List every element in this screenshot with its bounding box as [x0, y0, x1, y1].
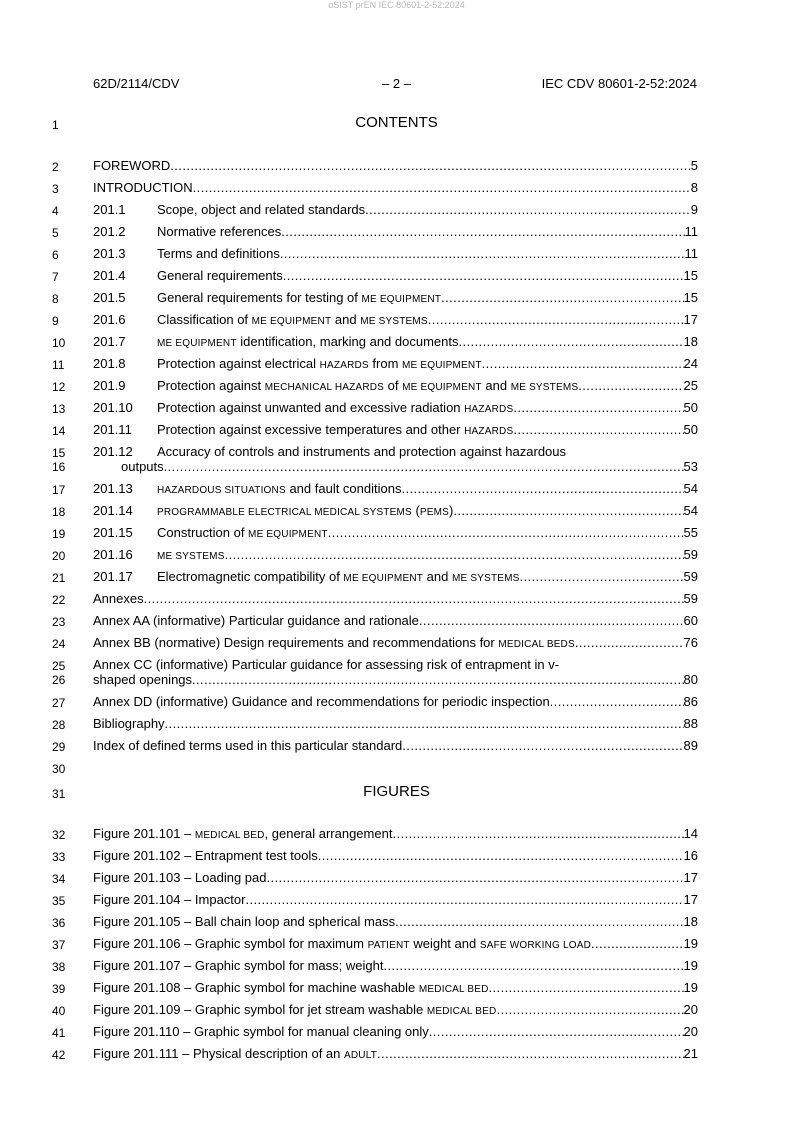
defined-term: HAZARDS — [464, 426, 514, 437]
toc-entry[interactable] — [93, 459, 698, 479]
line-number: 31 — [52, 787, 66, 801]
leader-dots — [496, 1002, 683, 1017]
toc-page-number: 15 — [683, 268, 698, 283]
defined-term: ME EQUIPMENT — [402, 360, 482, 371]
figure-entry[interactable] — [93, 826, 698, 846]
defined-term: MECHANICAL HAZARDS — [264, 382, 385, 393]
line-number: 6 — [52, 248, 59, 262]
figure-entry-title: Figure 201.101 – MEDICAL BED, general arrangement — [93, 826, 393, 841]
toc-entry-title: FOREWORD — [93, 158, 171, 173]
toc-page-number: 50 — [683, 400, 698, 415]
figure-page-number: 20 — [683, 1002, 698, 1017]
toc-page-number: 9 — [690, 202, 698, 217]
figure-entry[interactable] — [93, 936, 698, 956]
toc-entry-title: PROGRAMMABLE ELECTRICAL MEDICAL SYSTEMS (PEMS) — [157, 503, 454, 518]
leader-dots — [520, 569, 684, 584]
toc-entry[interactable] — [93, 422, 698, 442]
figure-entry[interactable] — [93, 870, 698, 890]
toc-entry-title: General requirements — [157, 268, 283, 283]
line-number: 9 — [52, 314, 59, 328]
figure-entry-title: Figure 201.107 – Graphic symbol for mass; weight — [93, 958, 384, 973]
defined-term: ME EQUIPMENT — [402, 382, 482, 393]
leader-dots — [591, 936, 684, 951]
toc-entry-title: Terms and definitions — [157, 246, 280, 261]
toc-page-number: 59 — [683, 591, 698, 606]
leader-dots — [280, 246, 685, 261]
toc-entry-title: Index of defined terms used in this particular standard — [93, 738, 403, 753]
figure-entry-title: Figure 201.103 – Loading pad — [93, 870, 267, 885]
document-reference: 62D/2114/CDV — [93, 76, 180, 91]
line-number: 16 — [52, 460, 66, 474]
toc-page-number: 80 — [683, 672, 698, 687]
figure-entry[interactable] — [93, 1024, 698, 1044]
toc-entry[interactable] — [93, 525, 698, 545]
toc-entry[interactable] — [93, 312, 698, 332]
line-number: 5 — [52, 226, 59, 240]
line-number: 22 — [52, 593, 66, 607]
line-number: 36 — [52, 916, 66, 930]
defined-term: MEDICAL BED — [418, 984, 489, 995]
leader-dots — [513, 422, 683, 437]
line-number: 40 — [52, 1004, 66, 1018]
leader-dots — [578, 378, 683, 393]
figure-entry[interactable] — [93, 1046, 698, 1066]
leader-dots — [550, 694, 684, 709]
toc-entry-number: 201.12 — [93, 444, 133, 459]
leader-dots — [170, 158, 690, 173]
leader-dots — [401, 481, 683, 496]
line-number: 20 — [52, 549, 66, 563]
toc-entry-title: Annex CC (informative) Particular guidance for assessing risk of entrapment in v- — [93, 657, 560, 672]
toc-entry[interactable] — [93, 268, 698, 288]
toc-page-number: 54 — [683, 481, 698, 496]
standard-reference: IEC CDV 80601-2-52:2024 — [541, 76, 697, 91]
leader-dots — [513, 400, 683, 415]
line-number: 13 — [52, 402, 66, 416]
line-number: 33 — [52, 850, 66, 864]
defined-term: ME EQUIPMENT — [343, 573, 424, 584]
toc-entry-title: Scope, object and related standards — [157, 202, 366, 217]
toc-entry-title: Annex BB (normative) Design requirements and recommendations for MEDICAL BEDS — [93, 635, 575, 650]
line-number: 4 — [52, 204, 59, 218]
leader-dots — [283, 268, 684, 283]
toc-entry-number: 201.5 — [93, 290, 126, 305]
defined-term: ME SYSTEMS — [360, 316, 428, 327]
toc-entry[interactable] — [93, 246, 698, 266]
line-number: 11 — [52, 358, 65, 372]
defined-term: ME EQUIPMENT — [157, 338, 237, 349]
toc-entry[interactable] — [93, 158, 698, 178]
leader-dots — [377, 1046, 683, 1061]
leader-dots — [245, 892, 683, 907]
leader-dots — [266, 870, 683, 885]
toc-entry[interactable] — [93, 356, 698, 376]
toc-entry[interactable] — [93, 635, 698, 655]
line-number: 27 — [52, 696, 66, 710]
toc-entry-number: 201.17 — [93, 569, 133, 584]
toc-page-number: 50 — [683, 422, 698, 437]
toc-entry[interactable] — [93, 738, 698, 758]
defined-term: ME SYSTEMS — [451, 573, 520, 584]
defined-term: ADULT — [344, 1050, 378, 1061]
toc-entry[interactable] — [93, 672, 698, 692]
defined-term: ME EQUIPMENT — [251, 316, 332, 327]
toc-page-number: 25 — [683, 378, 698, 393]
toc-page-number: 11 — [684, 224, 698, 239]
line-number: 3 — [52, 182, 59, 196]
toc-page-number: 60 — [683, 613, 698, 628]
toc-entry-number: 201.14 — [93, 503, 133, 518]
toc-entry-title: HAZARDOUS SITUATIONS and fault conditions — [157, 481, 402, 496]
toc-page-number: 5 — [690, 158, 698, 173]
leader-dots — [318, 848, 684, 863]
leader-dots — [365, 202, 691, 217]
toc-page-number: 15 — [683, 290, 698, 305]
figure-page-number: 17 — [683, 870, 698, 885]
contents-heading: CONTENTS — [355, 114, 438, 131]
toc-entry-number: 201.2 — [93, 224, 126, 239]
toc-entry-title: Protection against electrical HAZARDS from ME EQUIPMENT — [157, 356, 482, 371]
line-number: 37 — [52, 938, 66, 952]
toc-entry-number: 201.6 — [93, 312, 126, 327]
toc-page-number: 11 — [684, 246, 698, 261]
toc-entry-title: Annexes — [93, 591, 144, 606]
toc-entry[interactable] — [93, 400, 698, 420]
watermark: oSIST prEN IEC 80601-2-52:2024 — [328, 0, 465, 10]
line-number: 7 — [52, 270, 59, 284]
leader-dots — [453, 503, 683, 518]
line-number: 35 — [52, 894, 66, 908]
toc-page-number: 59 — [683, 547, 698, 562]
toc-entry[interactable] — [93, 334, 698, 354]
figure-page-number: 19 — [683, 936, 698, 951]
line-number: 25 — [52, 659, 66, 673]
toc-entry[interactable] — [93, 378, 698, 398]
figure-entry-title: Figure 201.111 – Physical description of an ADULT — [93, 1046, 378, 1061]
toc-entry-number: 201.15 — [93, 525, 133, 540]
toc-page-number: 89 — [683, 738, 698, 753]
toc-entry-title: Bibliography — [93, 716, 165, 731]
line-number: 14 — [52, 424, 66, 438]
toc-page-number: 86 — [683, 694, 698, 709]
toc-page-number: 59 — [683, 569, 698, 584]
figure-page-number: 16 — [683, 848, 698, 863]
defined-term: HAZARDS — [464, 404, 514, 415]
leader-dots — [402, 738, 683, 753]
toc-entry-number: 201.8 — [93, 356, 126, 371]
line-number: 12 — [52, 380, 66, 394]
defined-term: MEDICAL BED — [426, 1006, 497, 1017]
toc-entry-title: General requirements for testing of ME EQUIPMENT — [157, 290, 442, 305]
line-number: 17 — [52, 483, 66, 497]
leader-dots — [281, 224, 684, 239]
line-number: 15 — [52, 446, 66, 460]
toc-entry-number: 201.7 — [93, 334, 126, 349]
leader-dots — [419, 613, 684, 628]
toc-entry-title-continued: shaped openings — [93, 672, 193, 687]
leader-dots — [383, 958, 683, 973]
toc-page-number: 55 — [683, 525, 698, 540]
toc-entry[interactable] — [93, 591, 698, 611]
defined-term: PATIENT — [367, 940, 410, 951]
line-number: 41 — [52, 1026, 66, 1040]
toc-entry-title: Electromagnetic compatibility of ME EQUIPMENT and ME SYSTEMS — [157, 569, 520, 584]
line-number: 30 — [52, 762, 66, 776]
toc-entry[interactable] — [93, 547, 698, 567]
toc-entry[interactable] — [93, 481, 698, 501]
defined-term: ME SYSTEMS — [510, 382, 579, 393]
figure-entry-title: Figure 201.108 – Graphic symbol for machine washable MEDICAL BED — [93, 980, 489, 995]
toc-entry-title: Construction of ME EQUIPMENT — [157, 525, 328, 540]
toc-entry-number: 201.9 — [93, 378, 126, 393]
leader-dots — [489, 980, 684, 995]
figure-entry-title: Figure 201.104 – Impactor — [93, 892, 246, 907]
toc-entry-title: Annex DD (informative) Guidance and recommendations for periodic inspection — [93, 694, 550, 709]
line-number: 23 — [52, 615, 66, 629]
toc-entry[interactable] — [93, 716, 698, 736]
line-number: 21 — [52, 571, 66, 585]
toc-page-number: 8 — [690, 180, 698, 195]
toc-page-number: 17 — [683, 312, 698, 327]
leader-dots — [165, 716, 684, 731]
line-number: 42 — [52, 1048, 66, 1062]
leader-dots — [164, 459, 684, 474]
line-number: 1 — [52, 118, 59, 132]
line-number: 28 — [52, 718, 66, 732]
leader-dots — [395, 914, 683, 929]
figure-page-number: 17 — [683, 892, 698, 907]
leader-dots — [144, 591, 684, 606]
defined-term: HAZARDS — [319, 360, 369, 371]
toc-entry[interactable] — [93, 613, 698, 633]
toc-entry-title: Protection against excessive temperatures and other HAZARDS — [157, 422, 514, 437]
leader-dots — [193, 180, 691, 195]
line-number: 39 — [52, 982, 66, 996]
toc-page-number: 88 — [683, 716, 698, 731]
figure-entry-title: Figure 201.105 – Ball chain loop and spherical mass — [93, 914, 396, 929]
toc-entry[interactable] — [93, 290, 698, 310]
defined-term: ME EQUIPMENT — [361, 294, 442, 305]
leader-dots — [459, 334, 684, 349]
leader-dots — [392, 826, 683, 841]
toc-entry[interactable] — [93, 180, 698, 200]
toc-entry-title: Annex AA (informative) Particular guidance and rationale — [93, 613, 419, 628]
figure-entry[interactable] — [93, 980, 698, 1000]
leader-dots — [441, 290, 683, 305]
toc-page-number: 54 — [683, 503, 698, 518]
leader-dots — [428, 312, 684, 327]
figures-heading: FIGURES — [363, 783, 430, 800]
line-number: 2 — [52, 160, 59, 174]
figure-page-number: 20 — [683, 1024, 698, 1039]
toc-entry[interactable] — [93, 224, 698, 244]
figure-page-number: 21 — [683, 1046, 698, 1061]
figure-page-number: 18 — [683, 914, 698, 929]
defined-term: SAFE WORKING LOAD — [479, 940, 592, 951]
defined-term: PROGRAMMABLE ELECTRICAL MEDICAL SYSTEMS — [157, 507, 412, 518]
toc-entry-title: ME EQUIPMENT identification, marking and documents — [157, 334, 459, 349]
leader-dots — [482, 356, 684, 371]
toc-page-number: 53 — [683, 459, 698, 474]
toc-entry[interactable] — [93, 569, 698, 589]
toc-entry[interactable] — [93, 694, 698, 714]
toc-entry-number: 201.13 — [93, 481, 133, 496]
toc-page-number: 76 — [683, 635, 698, 650]
figure-entry[interactable] — [93, 848, 698, 868]
toc-entry[interactable] — [93, 503, 698, 523]
toc-entry-number: 201.11 — [93, 422, 132, 437]
leader-dots — [328, 525, 684, 540]
line-number: 10 — [52, 336, 66, 350]
defined-term: PEMS — [419, 507, 449, 518]
line-number: 38 — [52, 960, 66, 974]
figure-entry-title: Figure 201.110 – Graphic symbol for manual cleaning only — [93, 1024, 429, 1039]
line-number: 26 — [52, 673, 66, 687]
defined-term: HAZARDOUS SITUATIONS — [157, 485, 286, 496]
leader-dots — [575, 635, 684, 650]
toc-entry-title: Accuracy of controls and instruments and protection against hazardous — [157, 444, 567, 459]
toc-entry-title: Protection against MECHANICAL HAZARDS of ME EQUIPMENT and ME SYSTEMS — [157, 378, 579, 393]
toc-entry-title: Protection against unwanted and excessive radiation HAZARDS — [157, 400, 514, 415]
defined-term: ME SYSTEMS — [157, 551, 225, 562]
defined-term: MEDICAL BED — [194, 830, 265, 841]
figure-entry-title: Figure 201.109 – Graphic symbol for jet stream washable MEDICAL BED — [93, 1002, 497, 1017]
toc-entry[interactable] — [93, 202, 698, 222]
figure-page-number: 19 — [683, 958, 698, 973]
figure-entry-title: Figure 201.106 – Graphic symbol for maximum PATIENT weight and SAFE WORKING LOAD — [93, 936, 592, 951]
toc-page-number: 18 — [683, 334, 698, 349]
line-number: 18 — [52, 505, 66, 519]
line-number: 24 — [52, 637, 66, 651]
line-number: 8 — [52, 292, 59, 306]
figure-page-number: 14 — [683, 826, 698, 841]
toc-entry-title: Classification of ME EQUIPMENT and ME SYSTEMS — [157, 312, 428, 327]
line-number: 19 — [52, 527, 66, 541]
leader-dots — [225, 547, 684, 562]
figure-entry[interactable] — [93, 958, 698, 978]
toc-entry-title: Normative references — [157, 224, 282, 239]
toc-entry-number: 201.4 — [93, 268, 126, 283]
page-number: – 2 – — [382, 76, 411, 91]
toc-page-number: 24 — [683, 356, 698, 371]
figure-page-number: 19 — [683, 980, 698, 995]
figure-entry-title: Figure 201.102 – Entrapment test tools — [93, 848, 318, 863]
toc-entry-number: 201.16 — [93, 547, 133, 562]
leader-dots — [429, 1024, 684, 1039]
toc-entry-number: 201.1 — [93, 202, 126, 217]
toc-entry-number: 201.3 — [93, 246, 126, 261]
defined-term: MEDICAL BEDS — [498, 639, 575, 650]
figure-entry[interactable] — [93, 914, 698, 934]
toc-entry-title — [157, 547, 225, 562]
toc-entry-title-continued: outputs — [121, 459, 164, 474]
figure-entry[interactable] — [93, 1002, 698, 1022]
leader-dots — [192, 672, 684, 687]
line-number: 32 — [52, 828, 66, 842]
toc-entry-line — [93, 657, 559, 672]
toc-entry-line — [93, 444, 566, 459]
figure-entry[interactable] — [93, 892, 698, 912]
line-number: 29 — [52, 740, 66, 754]
toc-entry-number: 201.10 — [93, 400, 133, 415]
line-number: 34 — [52, 872, 66, 886]
defined-term: ME EQUIPMENT — [248, 529, 328, 540]
toc-entry-title: INTRODUCTION — [93, 180, 193, 195]
